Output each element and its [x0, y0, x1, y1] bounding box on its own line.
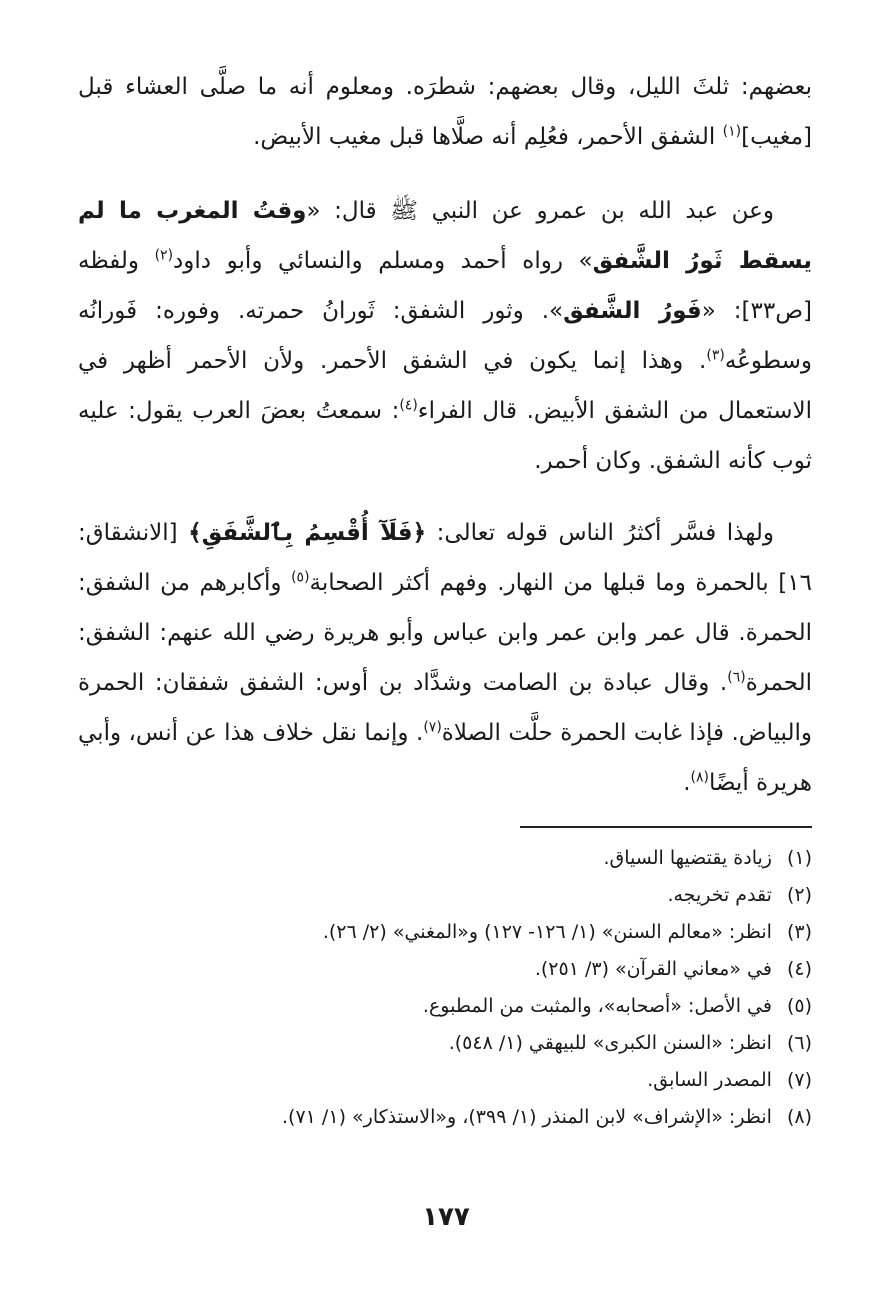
- text-run: . وهذا إنما يكون في الشفق الأحمر. ولأن الأحمر أظهر في الاستعمال من الشفق الأبيض. قال الفراء: [78, 348, 812, 424]
- text-run: وأكابرهم من الشفق: الحمرة. قال عمر وابن عمر وابن عباس وأبو هريرة رضي الله عنهم: الشفق: الحمرة: [78, 570, 812, 696]
- footnotes: [78, 840, 812, 1136]
- text-run: .: [683, 770, 691, 796]
- footnote-item: [78, 1025, 812, 1062]
- footnote-item: [78, 1062, 812, 1099]
- text-run: [الانشقاق: ١٦] بالحمرة وما قبلها من النهار. وفهم أكثر الصحابة: [78, 520, 812, 596]
- footnote-number: (٣): [786, 921, 812, 943]
- footnote-text: انظر: «الإشراف» لابن المنذر (١/ ٣٩٩)، و«الاستذكار» (١/ ٧١).: [282, 1106, 772, 1128]
- footnote-ref-3[interactable]: (٣): [706, 347, 725, 364]
- footnote-number: (٦): [786, 1032, 812, 1054]
- text-run: : سمعتُ بعضَ العرب يقول: عليه ثوب كأنه الشفق. وكان أحمر.: [78, 398, 812, 474]
- main-text: [78, 62, 812, 826]
- footnote-ref-5[interactable]: (٥): [291, 569, 310, 586]
- footnote-ref-1[interactable]: (١): [722, 123, 742, 140]
- footnote-number: (٥): [786, 995, 812, 1017]
- text-run: وعن عبد الله بن عمرو عن النبي ﷺ قال: «: [306, 198, 774, 224]
- footnote-item: [78, 914, 812, 951]
- text-run: الشفق الأحمر، فعُلِم أنه صلَّاها قبل مغيب الأبيض.: [253, 124, 723, 150]
- footnote-item: [78, 951, 812, 988]
- footnote-text: انظر: «السنن الكبرى» للبيهقي (١/ ٥٤٨).: [448, 1032, 772, 1054]
- footnote-text: زيادة يقتضيها السياق.: [603, 847, 772, 869]
- footnote-number: (٨): [786, 1106, 812, 1128]
- footnote-text: المصدر السابق.: [647, 1069, 772, 1091]
- footnote-item: [78, 840, 812, 877]
- footnote-item: [78, 1099, 812, 1136]
- hadith-quote: فَورُ الشَّفق: [563, 298, 702, 324]
- text-run: ». وثور الشفق: ثَورانُ حمرته. وفوره: فَورانُه وسطوعُه: [78, 298, 812, 374]
- paragraph-3: [78, 508, 812, 808]
- text-run: . وإنما نقل خلاف هذا عن أنس، وأبي هريرة أيضًا: [78, 720, 812, 796]
- text-run: بعضهم: ثلثَ الليل، وقال بعضهم: شطرَه. ومعلوم أنه ما صلَّى العشاء قبل [مغيب]: [78, 74, 812, 150]
- footnote-ref-4[interactable]: (٤): [399, 397, 418, 414]
- text-run: ولفظه [ص٣٣]: «: [78, 248, 813, 324]
- footnote-number: (١): [786, 847, 812, 869]
- footnote-ref-8[interactable]: (٨): [690, 769, 709, 786]
- paragraph-2: [78, 186, 812, 486]
- footnote-item: [78, 988, 812, 1025]
- footnote-ref-2[interactable]: (٢): [154, 247, 174, 264]
- footnote-divider: [520, 826, 812, 828]
- text-run: . وقال عبادة بن الصامت وشدَّاد بن أوس: الشفق شفقان: الحمرة والبياض. فإذا غابت الحمرة حلَّت الصلاة: [78, 670, 812, 746]
- footnote-item: [78, 877, 812, 914]
- quran-verse: ﴿فَلَآ أُقْسِمُ بِٱلشَّفَقِ﴾: [188, 520, 427, 546]
- footnote-text: تقدم تخريجه.: [667, 884, 772, 906]
- footnote-text: انظر: «معالم السنن» (١/ ١٢٦- ١٢٧) و«المغني» (٢/ ٢٦).: [322, 921, 772, 943]
- footnote-number: (٧): [786, 1069, 812, 1091]
- footnote-number: (٤): [786, 958, 812, 980]
- hadith-quote: وقتُ المغرب ما لم يسقط ثَورُ الشَّفق: [78, 198, 812, 274]
- text-run: ولهذا فسَّر أكثرُ الناس قوله تعالى:: [426, 520, 774, 546]
- footnote-text: في الأصل: «أصحابه»، والمثبت من المطبوع.: [422, 995, 772, 1017]
- paragraph-1: [78, 62, 812, 162]
- footnote-ref-7[interactable]: (٧): [423, 719, 442, 736]
- footnote-ref-6[interactable]: (٦): [727, 669, 746, 686]
- footnote-number: (٢): [786, 884, 812, 906]
- footnote-text: في «معاني القرآن» (٣/ ٢٥١).: [534, 958, 772, 980]
- page-number: ١٧٧: [422, 1202, 470, 1232]
- text-run: » رواه أحمد ومسلم والنسائي وأبو داود: [173, 248, 593, 274]
